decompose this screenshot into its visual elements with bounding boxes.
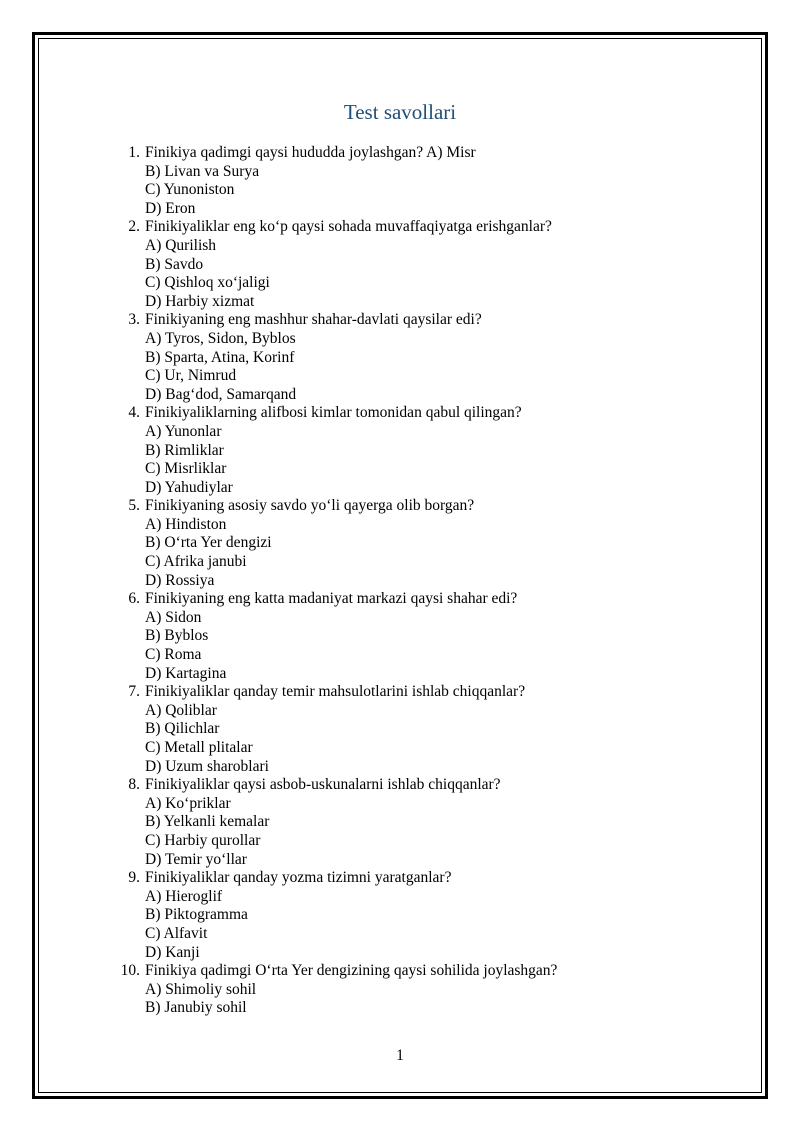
question-text: Finikiyaning eng mashhur shahar-davlati qaysilar edi? xyxy=(145,311,482,329)
answer-option: A) Hindiston xyxy=(145,515,227,533)
question-number: 5. xyxy=(128,497,140,515)
answer-option: C) Ur, Nimrud xyxy=(145,367,237,385)
question-item xyxy=(128,869,557,962)
answer-option: B) Janubiy sohil xyxy=(145,999,247,1017)
answer-option: B) Piktogramma xyxy=(145,906,248,924)
question-number: 10. xyxy=(120,962,140,980)
answer-option: A) Hieroglif xyxy=(145,887,223,905)
question-text: Finikiyaliklar qanday temir mahsulotlarini ishlab chiqqanlar? xyxy=(145,683,526,701)
page-number: 1 xyxy=(396,1047,404,1064)
question-number: 3. xyxy=(128,311,140,329)
question-number: 7. xyxy=(128,683,140,701)
question-item xyxy=(120,962,558,1018)
answer-option: B) Rimliklar xyxy=(145,441,224,459)
answer-option: B) Sparta, Atina, Korinf xyxy=(145,348,295,366)
question-item xyxy=(128,218,557,311)
answer-option: D) Rossiya xyxy=(145,571,215,589)
answer-option: B) Byblos xyxy=(145,627,209,645)
answer-option: C) Yunoniston xyxy=(145,181,235,199)
question-item xyxy=(128,311,557,404)
answer-option: A) Shimoliy sohil xyxy=(145,980,257,998)
question-text: Finikiyaliklar eng ko‘p qaysi sohada muvaffaqiyatga erishganlar? xyxy=(145,218,552,236)
answer-option: C) Afrika janubi xyxy=(145,553,247,571)
answer-option: C) Metall plitalar xyxy=(145,739,253,756)
answer-option: C) Qishloq xo‘jaligi xyxy=(145,274,270,292)
answer-option: D) Eron xyxy=(145,199,196,217)
answer-option: A) Sidon xyxy=(145,608,202,626)
page-title: Test savollari xyxy=(343,100,457,124)
answer-option: B) O‘rta Yer dengizi xyxy=(145,534,272,552)
answer-option: A) Qurilish xyxy=(145,236,217,254)
question-item xyxy=(128,590,557,683)
question-text: Finikiya qadimgi qaysi hududda joylashgan? A) Misr xyxy=(145,144,476,161)
question-text: Finikiyaliklar qaysi asbob-uskunalarni ishlab chiqqanlar? xyxy=(145,776,501,794)
answer-option: A) Qoliblar xyxy=(145,701,217,719)
question-number: 4. xyxy=(128,404,140,422)
answer-option: D) Kartagina xyxy=(145,664,227,682)
answer-option: D) Temir yo‘llar xyxy=(145,850,247,868)
answer-option: B) Savdo xyxy=(145,255,204,273)
question-list xyxy=(120,144,558,1018)
answer-option: A) Ko‘priklar xyxy=(145,794,231,812)
answer-option: B) Yelkanli kemalar xyxy=(145,813,270,831)
answer-option: D) Uzum sharoblari xyxy=(145,757,269,775)
answer-option: D) Yahudiylar xyxy=(145,478,233,496)
question-item xyxy=(128,497,557,590)
question-number: 8. xyxy=(128,776,140,794)
question-text: Finikiya qadimgi O‘rta Yer dengizining qaysi sohilida joylashgan? xyxy=(145,962,558,980)
answer-option: D) Bag‘dod, Samarqand xyxy=(145,385,297,403)
answer-option: B) Livan va Surya xyxy=(145,162,260,180)
answer-option: C) Roma xyxy=(145,646,202,664)
answer-option: A) Tyros, Sidon, Byblos xyxy=(145,329,296,347)
question-item xyxy=(128,404,557,497)
answer-option: C) Misrliklar xyxy=(145,460,227,478)
question-item xyxy=(128,776,557,869)
question-item xyxy=(128,144,557,218)
answer-option: C) Alfavit xyxy=(145,924,208,942)
question-number: 6. xyxy=(128,590,140,608)
question-number: 2. xyxy=(128,218,140,236)
question-text: Finikiyaning eng katta madaniyat markazi qaysi shahar edi? xyxy=(145,590,518,608)
answer-option: C) Harbiy qurollar xyxy=(145,831,261,849)
question-text: Finikiyaning asosiy savdo yo‘li qayerga olib borgan? xyxy=(145,497,475,515)
answer-option: D) Harbiy xizmat xyxy=(145,292,255,310)
answer-option: B) Qilichlar xyxy=(145,720,220,738)
question-number: 1. xyxy=(128,144,140,161)
answer-option: A) Yunonlar xyxy=(145,422,222,440)
question-number: 9. xyxy=(128,869,140,887)
answer-option: D) Kanji xyxy=(145,943,200,961)
question-item xyxy=(128,683,557,776)
question-text: Finikiyaliklarning alifbosi kimlar tomonidan qabul qilingan? xyxy=(145,404,522,422)
question-text: Finikiyaliklar qanday yozma tizimni yaratganlar? xyxy=(145,869,452,887)
